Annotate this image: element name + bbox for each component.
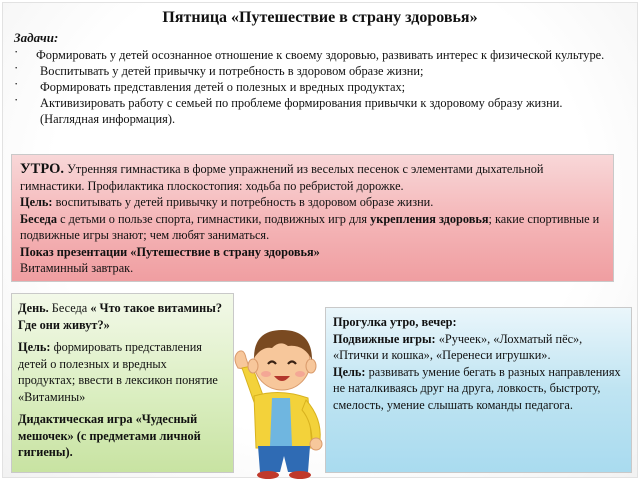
morning-heading: УТРО. bbox=[20, 161, 64, 177]
list-item bbox=[14, 76, 614, 95]
day-talk-title: « Что такое витамины? Где они живут?» bbox=[18, 301, 222, 332]
list-item bbox=[14, 60, 614, 79]
list-item bbox=[14, 92, 614, 127]
walk-goal-text: развивать умение бегать в разных направлениях не наталкиваясь друг на друга, ловкость, быстроту, смелость, умение слышать команды педагога. bbox=[333, 364, 621, 412]
morning-talk-text: с детьми о пользе спорта, гимнастики, подвижных игр для bbox=[57, 211, 371, 226]
bullet-icon: · bbox=[14, 92, 19, 107]
day-goal-label: Цель: bbox=[18, 340, 51, 354]
walk-games-label: Подвижные игры: bbox=[333, 331, 436, 346]
day-box bbox=[11, 293, 234, 473]
day-talk-word: Беседа bbox=[48, 301, 91, 315]
bullet-icon: · bbox=[14, 44, 19, 59]
morning-intro: Утренняя гимнастика в форме упражнений из веселых песенок с элементами дыхательной гимнастики. Профилактика плоскостопия: ходьба по ребристой дорожке. bbox=[20, 162, 544, 193]
boy-illustration bbox=[228, 318, 332, 480]
morning-talk-text-2: ; какие спортивные и подвижные игры знают; чем любят заниматься. bbox=[20, 211, 600, 242]
page-title: Пятница «Путешествие в страну здоровья» bbox=[162, 9, 478, 26]
list-item bbox=[14, 44, 614, 63]
task-text: Формировать представления детей о полезных и вредных продуктах; bbox=[40, 80, 406, 94]
morning-presentation: Показ презентации «Путешествие в страну здоровья» bbox=[20, 244, 320, 259]
task-text: Активизировать работу с семьей по проблеме формирования привычки к здоровому образу жизни. (Наглядная информация). bbox=[40, 96, 563, 126]
morning-talk-label: Беседа bbox=[20, 211, 58, 226]
tasks-list bbox=[14, 44, 614, 127]
day-game: Дидактическая игра «Чудесный мешочек» (с предметами личной гигиены). bbox=[18, 412, 201, 459]
morning-breakfast: Витаминный завтрак. bbox=[20, 261, 134, 275]
tasks-heading: Задачи: bbox=[14, 30, 59, 45]
bullet-icon: · bbox=[14, 76, 19, 91]
task-text: Формировать у детей осознанное отношение к своему здоровью, развивать интерес к физической культуре. bbox=[36, 48, 605, 62]
morning-goal-text: воспитывать у детей привычку и потребность в здоровом образе жизни. bbox=[52, 195, 434, 209]
morning-talk-bold: укрепления здоровья bbox=[370, 211, 489, 226]
walk-box bbox=[325, 307, 632, 473]
walk-goal-label: Цель: bbox=[333, 364, 366, 379]
bullet-icon: · bbox=[14, 60, 19, 75]
morning-box bbox=[11, 154, 614, 282]
walk-heading: Прогулка утро, вечер: bbox=[333, 315, 457, 329]
walk-games-text: «Ручеек», «Лохматый пёс», «Птички и кошка», «Перенеси игрушки». bbox=[333, 331, 583, 362]
day-label: День. bbox=[18, 301, 49, 315]
task-text: Воспитывать у детей привычку и потребность в здоровом образе жизни; bbox=[40, 64, 424, 78]
morning-goal-label: Цель: bbox=[20, 195, 53, 209]
day-goal-text: формировать представления детей о полезных и вредных продуктах; ввести в лексикон понятие «Витамины» bbox=[18, 340, 218, 404]
